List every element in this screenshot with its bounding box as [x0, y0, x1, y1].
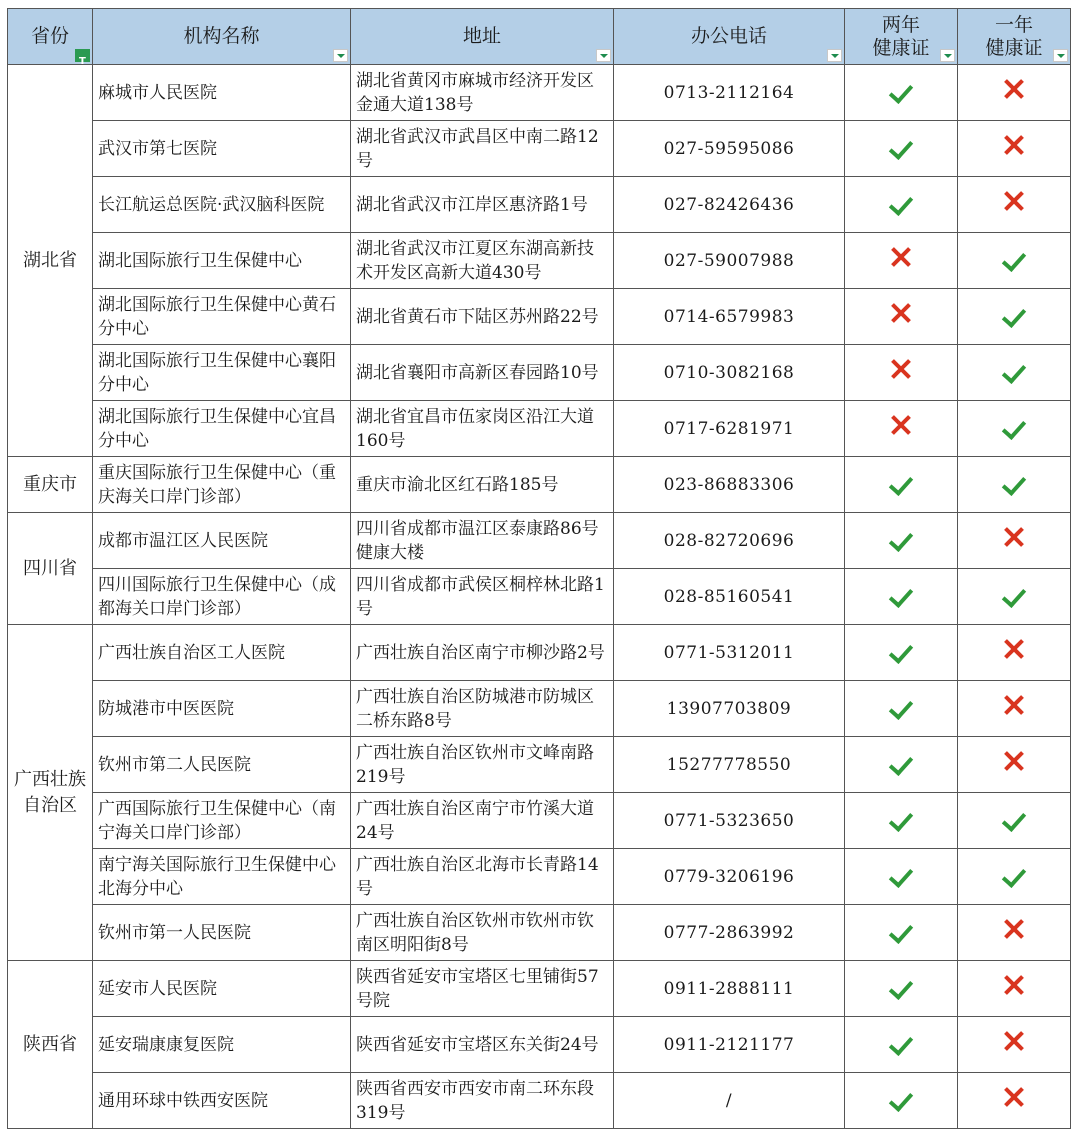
- cross-icon: [1004, 695, 1024, 715]
- cross-icon: [891, 303, 911, 323]
- address-cell[interactable]: 重庆市渝北区红石路185号: [351, 457, 614, 513]
- cross-icon: [1004, 191, 1024, 211]
- address-cell[interactable]: 湖北省武汉市江岸区惠济路1号: [351, 177, 614, 233]
- hospital-table: [7, 8, 1071, 1129]
- one-year-cell[interactable]: [958, 737, 1071, 793]
- two-year-cell[interactable]: [845, 905, 958, 961]
- two-year-cell[interactable]: [845, 457, 958, 513]
- check-icon: [1002, 302, 1026, 327]
- phone-cell[interactable]: 0777-2863992: [614, 905, 845, 961]
- check-icon: [889, 526, 913, 551]
- address-cell[interactable]: 湖北省襄阳市高新区春园路10号: [351, 345, 614, 401]
- two-year-cell[interactable]: [845, 793, 958, 849]
- two-year-cell[interactable]: [845, 233, 958, 289]
- table-row[interactable]: [8, 849, 1071, 905]
- phone-cell[interactable]: /: [614, 1073, 845, 1129]
- address-cell[interactable]: 陕西省延安市宝塔区七里铺街57号院: [351, 961, 614, 1017]
- table-row[interactable]: [8, 681, 1071, 737]
- address-cell[interactable]: 湖北省黄冈市麻城市经济开发区金通大道138号: [351, 65, 614, 121]
- address-cell[interactable]: 湖北省武汉市武昌区中南二路12号: [351, 121, 614, 177]
- table-row[interactable]: [8, 1017, 1071, 1073]
- check-icon: [1002, 470, 1026, 495]
- filter-active-icon[interactable]: [75, 49, 90, 62]
- two-year-cell[interactable]: [845, 177, 958, 233]
- table-row[interactable]: [8, 793, 1071, 849]
- institution-name-cell[interactable]: 广西壮族自治区工人医院: [93, 625, 351, 681]
- table-row[interactable]: [8, 1073, 1071, 1129]
- one-year-cell[interactable]: [958, 961, 1071, 1017]
- one-year-cell[interactable]: [958, 793, 1071, 849]
- header-name-label: 机构名称: [183, 25, 260, 47]
- institution-name-cell[interactable]: 南宁海关国际旅行卫生保健中心北海分中心: [93, 849, 351, 905]
- phone-cell[interactable]: 0771-5312011: [614, 625, 845, 681]
- phone-cell[interactable]: 027-82426436: [614, 177, 845, 233]
- one-year-cell[interactable]: [958, 849, 1071, 905]
- cross-icon: [1004, 1031, 1024, 1051]
- phone-cell[interactable]: 0710-3082168: [614, 345, 845, 401]
- table-row[interactable]: [8, 625, 1071, 681]
- cross-icon: [1004, 751, 1024, 771]
- header-one-year[interactable]: [958, 9, 1071, 65]
- check-icon: [1002, 862, 1026, 887]
- check-icon: [889, 582, 913, 607]
- address-cell[interactable]: 湖北省宜昌市伍家岗区沿江大道160号: [351, 401, 614, 457]
- one-year-cell[interactable]: [958, 569, 1071, 625]
- institution-name-cell[interactable]: 湖北国际旅行卫生保健中心: [93, 233, 351, 289]
- check-icon: [889, 974, 913, 999]
- table-row[interactable]: [8, 121, 1071, 177]
- phone-cell[interactable]: 13907703809: [614, 681, 845, 737]
- table-row[interactable]: [8, 569, 1071, 625]
- phone-cell[interactable]: 0771-5323650: [614, 793, 845, 849]
- two-year-cell[interactable]: [845, 345, 958, 401]
- phone-cell[interactable]: 028-82720696: [614, 513, 845, 569]
- phone-cell[interactable]: 0779-3206196: [614, 849, 845, 905]
- header-two-year[interactable]: [845, 9, 958, 65]
- address-cell[interactable]: 广西壮族自治区钦州市钦州市钦南区明阳街8号: [351, 905, 614, 961]
- cross-icon: [891, 247, 911, 267]
- table-row[interactable]: [8, 457, 1071, 513]
- filter-dropdown-icon[interactable]: [940, 49, 955, 62]
- table-row[interactable]: [8, 905, 1071, 961]
- institution-name-cell[interactable]: 广西国际旅行卫生保健中心（南宁海关口岸门诊部）: [93, 793, 351, 849]
- institution-name-cell[interactable]: 湖北国际旅行卫生保健中心宜昌分中心: [93, 401, 351, 457]
- check-icon: [889, 806, 913, 831]
- one-year-cell[interactable]: [958, 65, 1071, 121]
- two-year-cell[interactable]: [845, 1017, 958, 1073]
- one-year-cell[interactable]: [958, 1017, 1071, 1073]
- check-icon: [889, 694, 913, 719]
- phone-cell[interactable]: 0717-6281971: [614, 401, 845, 457]
- province-cell[interactable]: 陕西省: [8, 961, 93, 1129]
- table-row[interactable]: [8, 233, 1071, 289]
- one-year-cell[interactable]: [958, 177, 1071, 233]
- filter-dropdown-icon[interactable]: [596, 49, 611, 62]
- header-one-year-label-1: 一年: [994, 13, 1033, 36]
- check-icon: [1002, 246, 1026, 271]
- filter-dropdown-icon[interactable]: [827, 49, 842, 62]
- address-cell[interactable]: 四川省成都市温江区泰康路86号健康大楼: [351, 513, 614, 569]
- header-two-year-label-2: 健康证: [872, 36, 930, 59]
- institution-name-cell[interactable]: 钦州市第一人民医院: [93, 905, 351, 961]
- cross-icon: [1004, 1087, 1024, 1107]
- filter-dropdown-icon[interactable]: [1053, 49, 1068, 62]
- check-icon: [889, 918, 913, 943]
- check-icon: [889, 134, 913, 159]
- one-year-cell[interactable]: [958, 681, 1071, 737]
- province-cell[interactable]: 重庆市: [8, 457, 93, 513]
- header-address[interactable]: [351, 9, 614, 65]
- address-cell[interactable]: 湖北省武汉市江夏区东湖高新技术开发区高新大道430号: [351, 233, 614, 289]
- one-year-cell[interactable]: [958, 513, 1071, 569]
- institution-name-cell[interactable]: 湖北国际旅行卫生保健中心襄阳分中心: [93, 345, 351, 401]
- filter-dropdown-icon[interactable]: [333, 49, 348, 62]
- check-icon: [889, 1086, 913, 1111]
- check-icon: [1002, 582, 1026, 607]
- phone-cell[interactable]: 028-85160541: [614, 569, 845, 625]
- check-icon: [1002, 414, 1026, 439]
- table-row[interactable]: [8, 289, 1071, 345]
- header-phone[interactable]: [614, 9, 845, 65]
- two-year-cell[interactable]: [845, 65, 958, 121]
- two-year-cell[interactable]: [845, 121, 958, 177]
- institution-name-cell[interactable]: 延安瑞康康复医院: [93, 1017, 351, 1073]
- institution-name-cell[interactable]: 延安市人民医院: [93, 961, 351, 1017]
- institution-name-cell[interactable]: 武汉市第七医院: [93, 121, 351, 177]
- header-row: [8, 9, 1071, 65]
- header-province[interactable]: [8, 9, 93, 65]
- institution-name-cell[interactable]: 钦州市第二人民医院: [93, 737, 351, 793]
- two-year-cell[interactable]: [845, 569, 958, 625]
- table-row[interactable]: [8, 961, 1071, 1017]
- province-cell[interactable]: 湖北省: [8, 65, 93, 457]
- table-row[interactable]: [8, 65, 1071, 121]
- cross-icon: [1004, 975, 1024, 995]
- header-province-label: 省份: [30, 25, 69, 47]
- one-year-cell[interactable]: [958, 625, 1071, 681]
- address-cell[interactable]: 湖北省黄石市下陆区苏州路22号: [351, 289, 614, 345]
- institution-name-cell[interactable]: 成都市温江区人民医院: [93, 513, 351, 569]
- cross-icon: [1004, 919, 1024, 939]
- cross-icon: [1004, 527, 1024, 547]
- province-cell[interactable]: 四川省: [8, 513, 93, 625]
- phone-cell[interactable]: 15277778550: [614, 737, 845, 793]
- one-year-cell[interactable]: [958, 905, 1071, 961]
- check-icon: [889, 750, 913, 775]
- check-icon: [889, 470, 913, 495]
- cross-icon: [1004, 135, 1024, 155]
- two-year-cell[interactable]: [845, 737, 958, 793]
- phone-cell[interactable]: 023-86883306: [614, 457, 845, 513]
- header-phone-label: 办公电话: [690, 25, 767, 47]
- table-row[interactable]: [8, 345, 1071, 401]
- phone-cell[interactable]: 0713-2112164: [614, 65, 845, 121]
- address-cell[interactable]: 广西壮族自治区南宁市竹溪大道24号: [351, 793, 614, 849]
- one-year-cell[interactable]: [958, 401, 1071, 457]
- header-name[interactable]: [93, 9, 351, 65]
- address-cell[interactable]: 广西壮族自治区北海市长青路14号: [351, 849, 614, 905]
- one-year-cell[interactable]: [958, 121, 1071, 177]
- phone-cell[interactable]: 0911-2888111: [614, 961, 845, 1017]
- address-cell[interactable]: 广西壮族自治区南宁市柳沙路2号: [351, 625, 614, 681]
- two-year-cell[interactable]: [845, 289, 958, 345]
- two-year-cell[interactable]: [845, 961, 958, 1017]
- address-cell[interactable]: 陕西省延安市宝塔区东关街24号: [351, 1017, 614, 1073]
- address-cell[interactable]: 广西壮族自治区防城港市防城区二桥东路8号: [351, 681, 614, 737]
- two-year-cell[interactable]: [845, 681, 958, 737]
- one-year-cell[interactable]: [958, 233, 1071, 289]
- institution-name-cell[interactable]: 重庆国际旅行卫生保健中心（重庆海关口岸门诊部）: [93, 457, 351, 513]
- address-cell[interactable]: 四川省成都市武侯区桐梓林北路1号: [351, 569, 614, 625]
- address-cell[interactable]: 广西壮族自治区钦州市文峰南路219号: [351, 737, 614, 793]
- phone-cell[interactable]: 027-59007988: [614, 233, 845, 289]
- check-icon: [1002, 358, 1026, 383]
- phone-cell[interactable]: 027-59595086: [614, 121, 845, 177]
- address-cell[interactable]: 陕西省西安市西安市南二环东段319号: [351, 1073, 614, 1129]
- one-year-cell[interactable]: [958, 289, 1071, 345]
- one-year-cell[interactable]: [958, 457, 1071, 513]
- check-icon: [889, 638, 913, 663]
- table-row[interactable]: [8, 513, 1071, 569]
- phone-cell[interactable]: 0911-2121177: [614, 1017, 845, 1073]
- phone-cell[interactable]: 0714-6579983: [614, 289, 845, 345]
- check-icon: [889, 862, 913, 887]
- check-icon: [1002, 806, 1026, 831]
- cross-icon: [1004, 79, 1024, 99]
- institution-name-cell[interactable]: 湖北国际旅行卫生保健中心黄石分中心: [93, 289, 351, 345]
- check-icon: [889, 1030, 913, 1055]
- institution-name-cell[interactable]: 长江航运总医院·武汉脑科医院: [93, 177, 351, 233]
- two-year-cell[interactable]: [845, 625, 958, 681]
- header-one-year-label-2: 健康证: [985, 36, 1043, 59]
- cross-icon: [891, 359, 911, 379]
- institution-name-cell[interactable]: 通用环球中铁西安医院: [93, 1073, 351, 1129]
- two-year-cell[interactable]: [845, 849, 958, 905]
- check-icon: [889, 78, 913, 103]
- cross-icon: [891, 415, 911, 435]
- table-body: [8, 65, 1071, 1129]
- institution-name-cell[interactable]: 防城港市中医医院: [93, 681, 351, 737]
- cross-icon: [1004, 639, 1024, 659]
- two-year-cell[interactable]: [845, 1073, 958, 1129]
- institution-name-cell[interactable]: 四川国际旅行卫生保健中心（成都海关口岸门诊部）: [93, 569, 351, 625]
- one-year-cell[interactable]: [958, 345, 1071, 401]
- table-row[interactable]: [8, 401, 1071, 457]
- two-year-cell[interactable]: [845, 401, 958, 457]
- one-year-cell[interactable]: [958, 1073, 1071, 1129]
- table-row[interactable]: [8, 177, 1071, 233]
- header-two-year-label-1: 两年: [881, 13, 920, 36]
- check-icon: [889, 190, 913, 215]
- header-address-label: 地址: [462, 25, 501, 47]
- two-year-cell[interactable]: [845, 513, 958, 569]
- province-cell[interactable]: 广西壮族自治区: [8, 625, 93, 961]
- table-row[interactable]: [8, 737, 1071, 793]
- institution-name-cell[interactable]: 麻城市人民医院: [93, 65, 351, 121]
